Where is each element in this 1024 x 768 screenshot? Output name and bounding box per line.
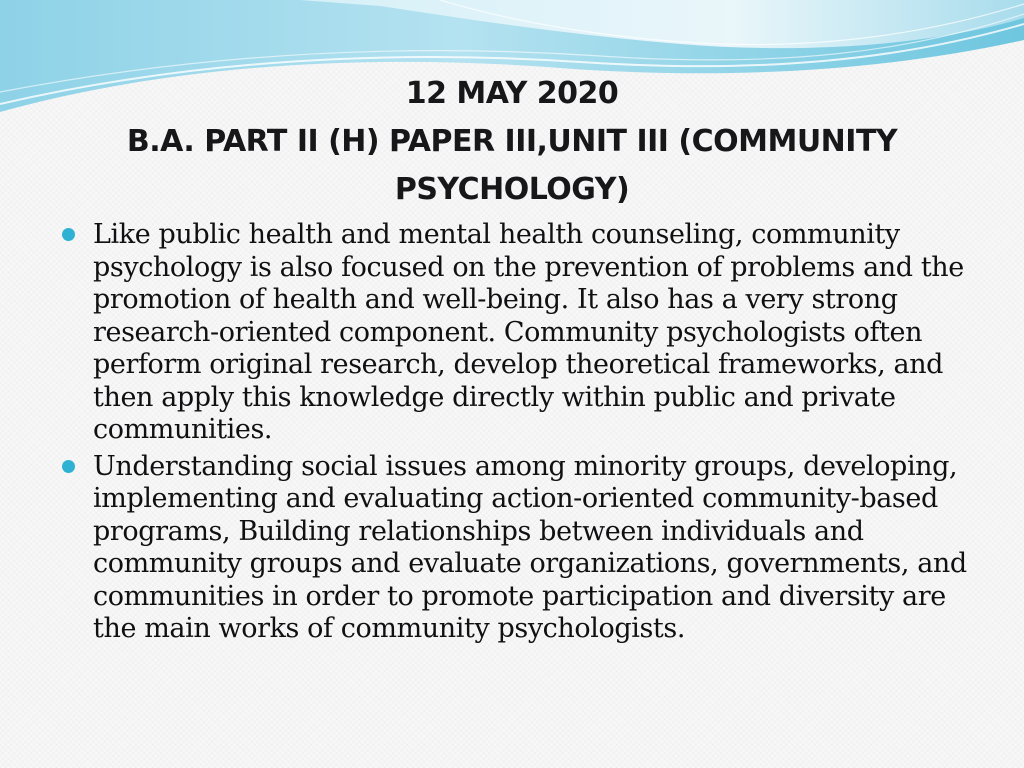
slide-title bbox=[40, 70, 984, 214]
title-date: 12 MAY 2020 bbox=[405, 76, 619, 111]
bullet-dot-icon bbox=[62, 228, 75, 241]
bullet-list bbox=[62, 219, 992, 650]
bullet-item-1 bbox=[62, 219, 992, 447]
bullet-text-2: Understanding social issues among minority groups, developing, implementing and evaluating action-oriented community-based programs, Building relationships between individuals and community groups and evaluate organizations, governments, and communities in order to promote participation and diversity are the main works of community psychologists. bbox=[93, 450, 967, 644]
bullet-dot-icon bbox=[62, 460, 75, 473]
title-course: B.A. PART II (H) PAPER III,UNIT III (COMMUNITY bbox=[126, 124, 898, 159]
title-subject: PSYCHOLOGY) bbox=[394, 172, 630, 207]
bullet-item-2 bbox=[62, 451, 992, 646]
bullet-text-1: Like public health and mental health counseling, community psychology is also focused on the prevention of problems and the promotion of health and well-being. It also has a very strong research-oriented component. Community psychologists often perform original research, develop theoretical frameworks, and then apply this knowledge directly within public and private communities. bbox=[93, 219, 964, 445]
